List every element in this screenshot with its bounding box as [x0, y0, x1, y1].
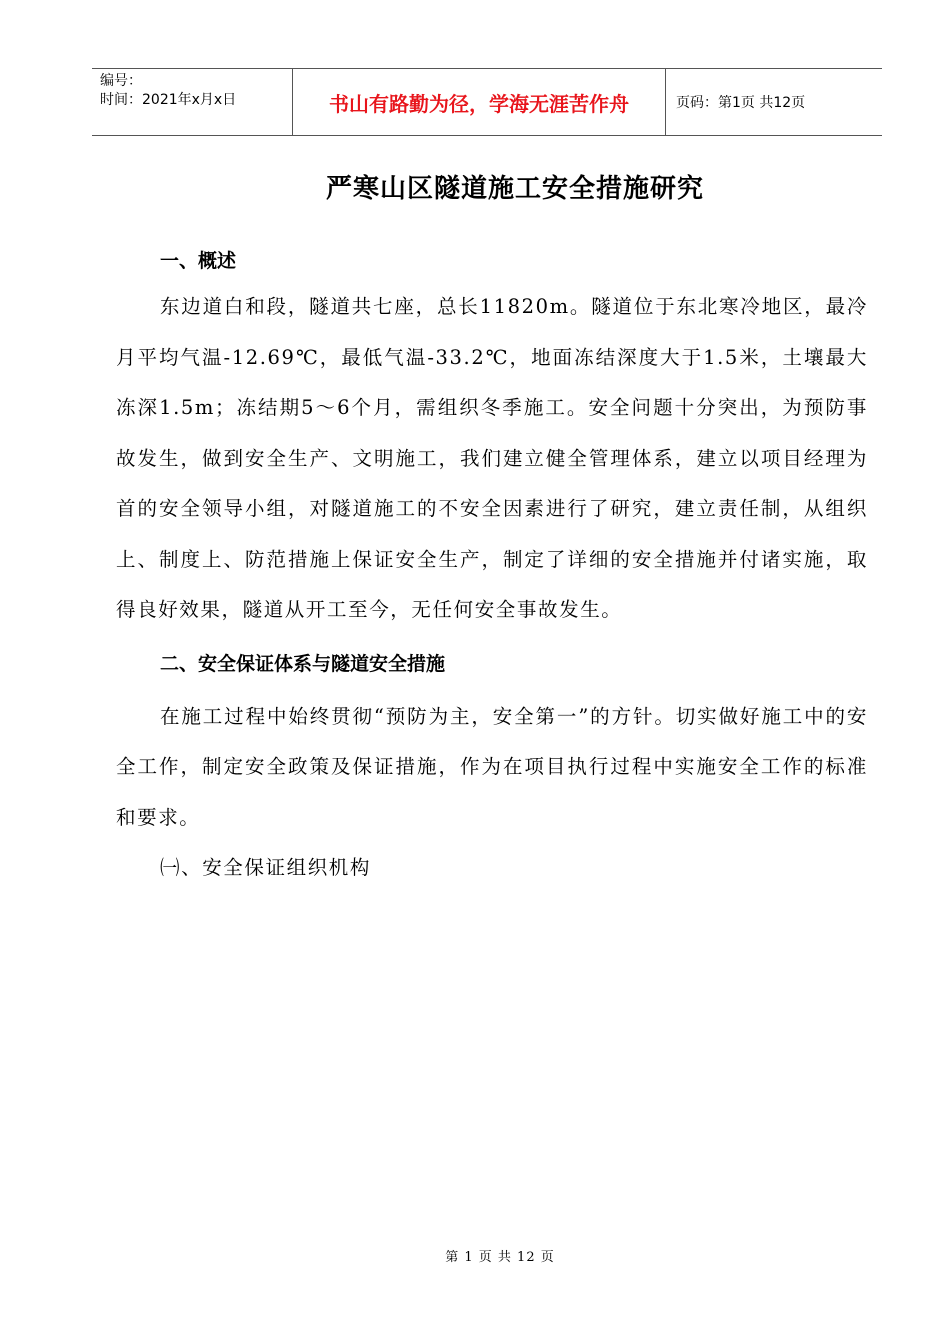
- header-page-info: 页码：第1页 共12页: [676, 95, 806, 111]
- page-footer: 第 1 页 共 12 页: [445, 1250, 555, 1265]
- safety-system-paragraph: 在施工过程中始终贯彻“预防为主，安全第一”的方针。切实做好施工中的安全工作，制定安全政策及保证措施，作为在项目执行过程中实施安全工作的标准和要求。: [116, 704, 868, 829]
- section-heading-overview: 一、概述: [160, 250, 237, 272]
- header-meta: [92, 69, 293, 135]
- overview-paragraph: 东边道白和段，隧道共七座，总长11820m。隧道位于东北寒冷地区，最冷月平均气温-12.69℃，最低气温-33.2℃，地面冻结深度大于1.5米，土壤最大冻深1.5m；冻结期5～6个月，需组织冬季施工。安全问题十分突出，为预防事故发生，做到安全生产、文明施工，我们建立健全管理体系，建立以项目经理为首的安全领导小组，对隧道施工的不安全因素进行了研究，建立责任制，从组织上、制度上、防范措施上保证安全生产，制定了详细的安全措施并付诸实施，取得良好效果，隧道从开工至今，无任何安全事故发生。: [116, 295, 868, 621]
- page-header: [92, 68, 882, 136]
- subsection-heading-organization: ㈠、安全保证组织机构: [160, 856, 372, 879]
- document-body: [116, 240, 868, 893]
- document-time-label: 时间：2021年x月x日: [100, 92, 237, 108]
- header-motto: 书山有路勤为径，学海无涯苦作舟: [293, 69, 666, 135]
- document-number-label: 编号：: [100, 73, 142, 89]
- section-heading-safety-system: 二、安全保证体系与隧道安全措施: [160, 652, 446, 675]
- document-title: 严寒山区隧道施工安全措施研究: [325, 174, 704, 204]
